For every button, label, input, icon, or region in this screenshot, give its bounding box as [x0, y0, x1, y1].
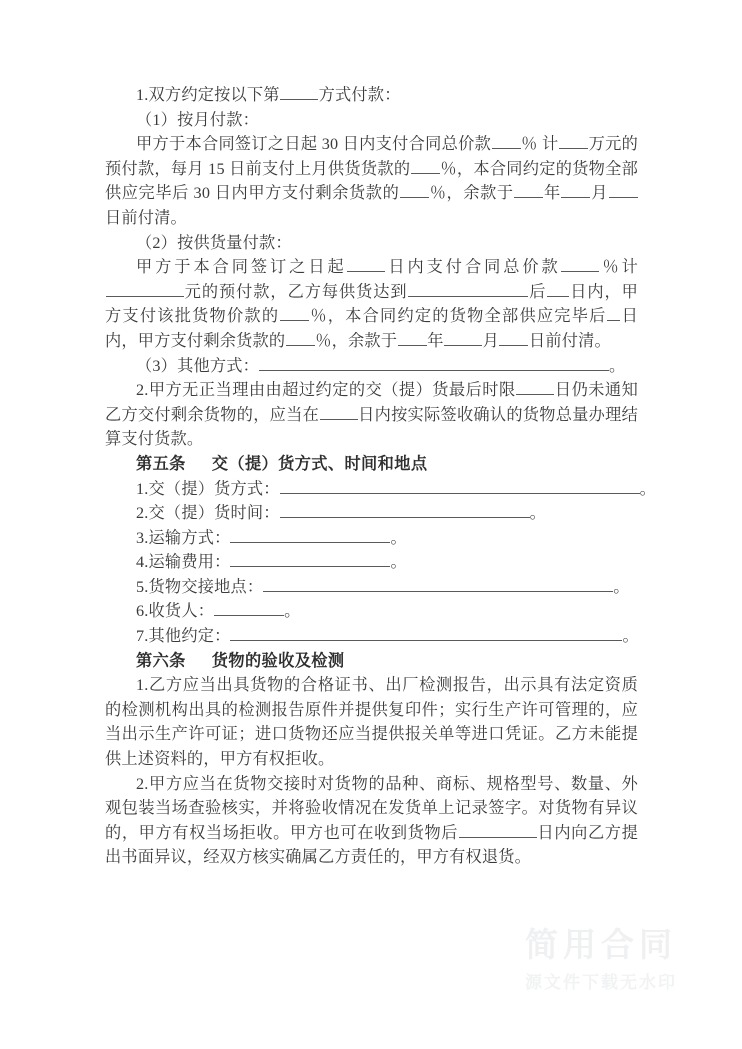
opt2-seg-11: 月 — [482, 331, 499, 350]
article-five-item-6 — [105, 599, 638, 624]
blank-objection-days[interactable] — [459, 821, 537, 837]
blank-opt2-day[interactable] — [499, 330, 528, 346]
blank-opt1-percent-3[interactable] — [400, 182, 429, 198]
opt1-seg-2: ％ 计 — [521, 135, 559, 154]
item-end: 。 — [622, 627, 639, 646]
blank-opt1-percent-2[interactable] — [411, 157, 440, 173]
item-label: 1.交（提）货方式： — [136, 479, 280, 498]
article-five-item-3 — [105, 526, 638, 551]
blank-opt2-percent-1[interactable] — [561, 256, 599, 272]
payment-option-1-body — [105, 132, 638, 230]
blank-other-agreement[interactable] — [230, 625, 622, 641]
opt1-seg-6: 年 — [543, 184, 561, 203]
clause2-seg-3: 日内按实际签收确认的货物总量办理结算支付货款。 — [105, 405, 638, 449]
blank-opt3-other[interactable] — [259, 354, 609, 370]
blank-clause2-days-1[interactable] — [516, 379, 554, 395]
opt2-seg-4: 元的预付款，乙方每供货达到 — [184, 282, 408, 301]
blank-payment-option[interactable] — [280, 84, 318, 100]
item-label: 2.交（提）货时间： — [136, 504, 280, 523]
a6-clause2-seg-1: 2.甲方应当在货物交接时对货物的品种、商标、规格型号、数量、外观包装当场查验核实，并将验收情况在发货单上记录签字。对货物有异议的，甲方有权当场拒收。甲方也可在收到货物后 — [105, 774, 638, 842]
article-six-clause-2 — [105, 772, 638, 870]
opt2-seg-10: 年 — [427, 331, 444, 350]
item-label: 6.收货人： — [136, 602, 215, 621]
article-six-title: 货物的验收及检测 — [211, 651, 345, 670]
payment-option-2-body — [105, 255, 638, 353]
blank-transport-method[interactable] — [230, 526, 390, 542]
item-label: 3.运输方式： — [136, 528, 231, 547]
blank-opt1-day[interactable] — [609, 182, 638, 198]
article-five-title: 交（提）货方式、时间和地点 — [211, 454, 428, 473]
blank-opt2-year[interactable] — [398, 330, 427, 346]
opt1-seg-7: 月 — [590, 184, 609, 203]
blank-opt1-year[interactable] — [514, 182, 543, 198]
item-end: 。 — [390, 553, 407, 572]
blank-opt2-days-2[interactable] — [547, 280, 569, 296]
payment-intro-prefix: 1.双方约定按以下第 — [136, 86, 280, 104]
item-label: 4.运输费用： — [136, 553, 231, 572]
blank-transport-cost[interactable] — [230, 551, 390, 567]
blank-clause2-days-2[interactable] — [320, 403, 358, 419]
blank-handover-location[interactable] — [263, 576, 613, 592]
blank-delivery-time[interactable] — [280, 502, 530, 518]
item-label: 7.其他约定： — [136, 627, 231, 646]
opt1-seg-5: ％，余款于 — [429, 184, 514, 203]
a6-clause2-seg-2: 日内向乙方提出书面异议，经双方核实确属乙方责任的，甲方有权退货。 — [105, 823, 638, 867]
document-body — [105, 83, 657, 870]
opt2-seg-2: 日内支付合同总价款 — [385, 258, 561, 277]
article-six-heading — [105, 649, 638, 674]
blank-opt2-amount[interactable] — [106, 280, 184, 296]
item-label: 5.货物交接地点： — [136, 577, 264, 596]
opt2-seg-7: ％，本合同约定的货物全部供应完毕后 — [309, 307, 607, 326]
article-five-number: 第五条 — [136, 454, 186, 473]
payment-option-3-line — [105, 354, 638, 379]
article-six-clause-1: 1.乙方应当出具货物的合格证书、出厂检测报告，出示具有法定资质的检测机构出具的检测报告原件并提供复印件；实行生产许可管理的，应当出示生产许可证；进口货物还应当提供报关单等进口凭证。乙方未能提供上述资料的，甲方有权拒收。 — [105, 676, 638, 769]
article-five-item-4 — [105, 550, 638, 575]
item-end: 。 — [529, 504, 547, 523]
article-five-item-2 — [105, 501, 638, 526]
item-end: 。 — [390, 528, 407, 547]
opt2-seg-5: 后 — [528, 282, 547, 301]
blank-consignee[interactable] — [214, 600, 284, 616]
watermark-brand: 简用合同 — [525, 925, 677, 964]
opt1-seg-8: 日前付清。 — [105, 208, 187, 227]
opt2-seg-12: 日前付清。 — [528, 331, 611, 350]
article-five-item-1 — [105, 477, 657, 502]
item-end: 。 — [284, 602, 301, 621]
opt2-seg-8: 日内，甲方支付剩余货款的 — [105, 307, 639, 350]
payment-option-3-label: （3）其他方式： — [136, 356, 260, 375]
payment-intro-suffix: 方式付款： — [318, 86, 401, 104]
opt2-seg-3: ％计 — [599, 258, 638, 277]
item-end: 。 — [639, 479, 657, 498]
article-six-number: 第六条 — [136, 651, 186, 670]
blank-opt2-percent-2[interactable] — [280, 305, 309, 321]
blank-opt2-percent-3[interactable] — [286, 330, 315, 346]
article-five-item-7 — [105, 624, 638, 649]
blank-opt2-month[interactable] — [444, 330, 482, 346]
blank-opt1-month[interactable] — [561, 182, 590, 198]
item-end: 。 — [613, 577, 630, 596]
blank-opt2-days-3[interactable] — [607, 305, 620, 321]
clause2-seg-1: 2.甲方无正当理由由超过约定的交（提）货最后时限 — [136, 381, 516, 400]
blank-delivery-method[interactable] — [280, 477, 640, 493]
clause2-seg-2: 日仍未通知乙方交付剩余货物的，应当在 — [105, 381, 638, 424]
article-five-item-5 — [105, 575, 638, 600]
blank-opt2-quantity[interactable] — [408, 280, 528, 296]
article-five-heading — [105, 452, 638, 477]
opt2-seg-1: 甲方于本合同签订之日起 — [136, 258, 347, 277]
payment-clause-2 — [105, 378, 638, 452]
opt2-seg-9: ％，余款于 — [315, 331, 398, 350]
watermark — [476, 925, 726, 996]
payment-option-2-label: （2）按供货量付款： — [136, 233, 292, 252]
blank-opt2-days-1[interactable] — [347, 256, 385, 272]
opt1-seg-3: 万元的预付款，每月 15 日前支付上月供货货款的 — [105, 135, 638, 178]
blank-opt1-amount[interactable] — [559, 133, 588, 149]
opt1-seg-1: 甲方于本合同签订之日起 30 日内支付合同总价款 — [136, 135, 492, 154]
opt1-seg-4: ％，本合同约定的货物全部供应完毕后 30 日内甲方支付剩余货款的 — [105, 159, 638, 203]
payment-option-3-end: 。 — [609, 356, 626, 375]
opt2-seg-6: 日内，甲方支付该批货物价款的 — [105, 282, 638, 326]
payment-intro-line — [105, 83, 638, 108]
blank-opt1-percent-1[interactable] — [492, 133, 521, 149]
payment-option-1-label: （1）按月付款： — [136, 110, 260, 129]
watermark-tagline: 源文件下载无水印 — [525, 973, 677, 993]
